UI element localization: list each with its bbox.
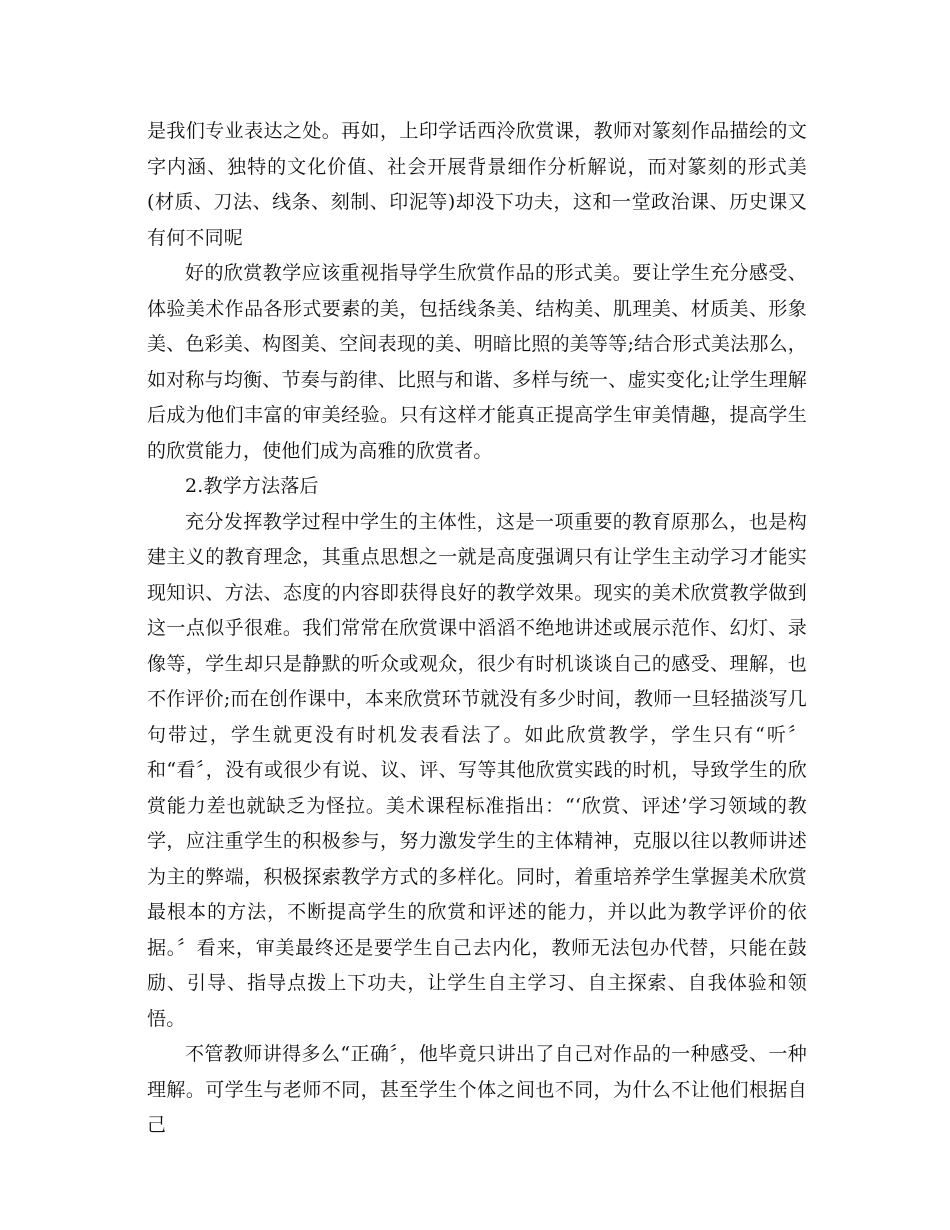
paragraph-form-beauty: 好的欣赏教学应该重视指导学生欣赏作品的形式美。要让学生充分感受、体验美术作品各形式要素的美，包括线条美、结构美、肌理美、材质美、形象美、色彩美、构图美、空间表现的美、明暗比照的美等等;结合形式美法那么，如对称与均衡、节奏与韵律、比照与和谐、多样与统一、虚实变化;让学生理解后成为他们丰富的审美经验。只有这样才能真正提高学生审美情趣，提高学生的欣赏能力，使他们成为高雅的欣赏者。 (147, 262, 807, 462)
paragraph-continuation: 是我们专业表达之处。再如，上印学话西泠欣赏课，教师对篆刻作品描绘的文字内涵、独特的文化价值、社会开展背景细作分析解说，而对篆刻的形式美(材质、刀法、线条、刻制、印泥等)却没下功夫，这和一堂政治课、历史课又有何不同呢 (147, 120, 807, 249)
section-heading-teaching-method: 2.教学方法落后 (185, 475, 319, 497)
paragraph-student-subjectivity: 充分发挥教学过程中学生的主体性，这是一项重要的教育原那么，也是构建主义的教育理念，其重点思想之一就是高度强调只有让学生主动学习才能实现知识、方法、态度的内容即获得良好的教学效果。现实的美术欣赏教学做到这一点似乎很难。我们常常在欣赏课中滔滔不绝地讲述或展示范作、幻灯、录像等，学生却只是静默的听众或观众，很少有时机谈谈自己的感受、理解，也不作评价;而在创作课中，本来欣赏环节就没有多少时间，教师一旦轻描淡写几句带过，学生就更没有时机发表看法了。如此欣赏教学，学生只有“听〞和“看〞，没有或很少有说、议、评、写等其他欣赏实践的时机，导致学生的欣赏能力差也就缺乏为怪拉。美术课程标准指出：“‘欣赏、评述’学习领域的教学，应注重学生的积极参与，努力激发学生的主体精神，克服以往以教师讲述为主的弊端，积极探索教学方式的多样化。同时，着重培养学生掌握美术欣赏最根本的方法，不断提高学生的欣赏和评述的能力，并以此为教学评价的依据。〞看来，审美最终还是要学生自己去内化，教师无法包办代替，只能在鼓励、引导、指导点拨上下功夫，让学生自主学习、自主探索、自我体验和领悟。 (147, 510, 807, 1030)
paragraph-teacher-correctness: 不管教师讲得多么“正确〞，他毕竟只讲出了自己对作品的一种感受、一种理解。可学生与老师不同，甚至学生个体之间也不同，为什么不让他们根据自己 (147, 1043, 807, 1136)
document-body (147, 114, 807, 1144)
